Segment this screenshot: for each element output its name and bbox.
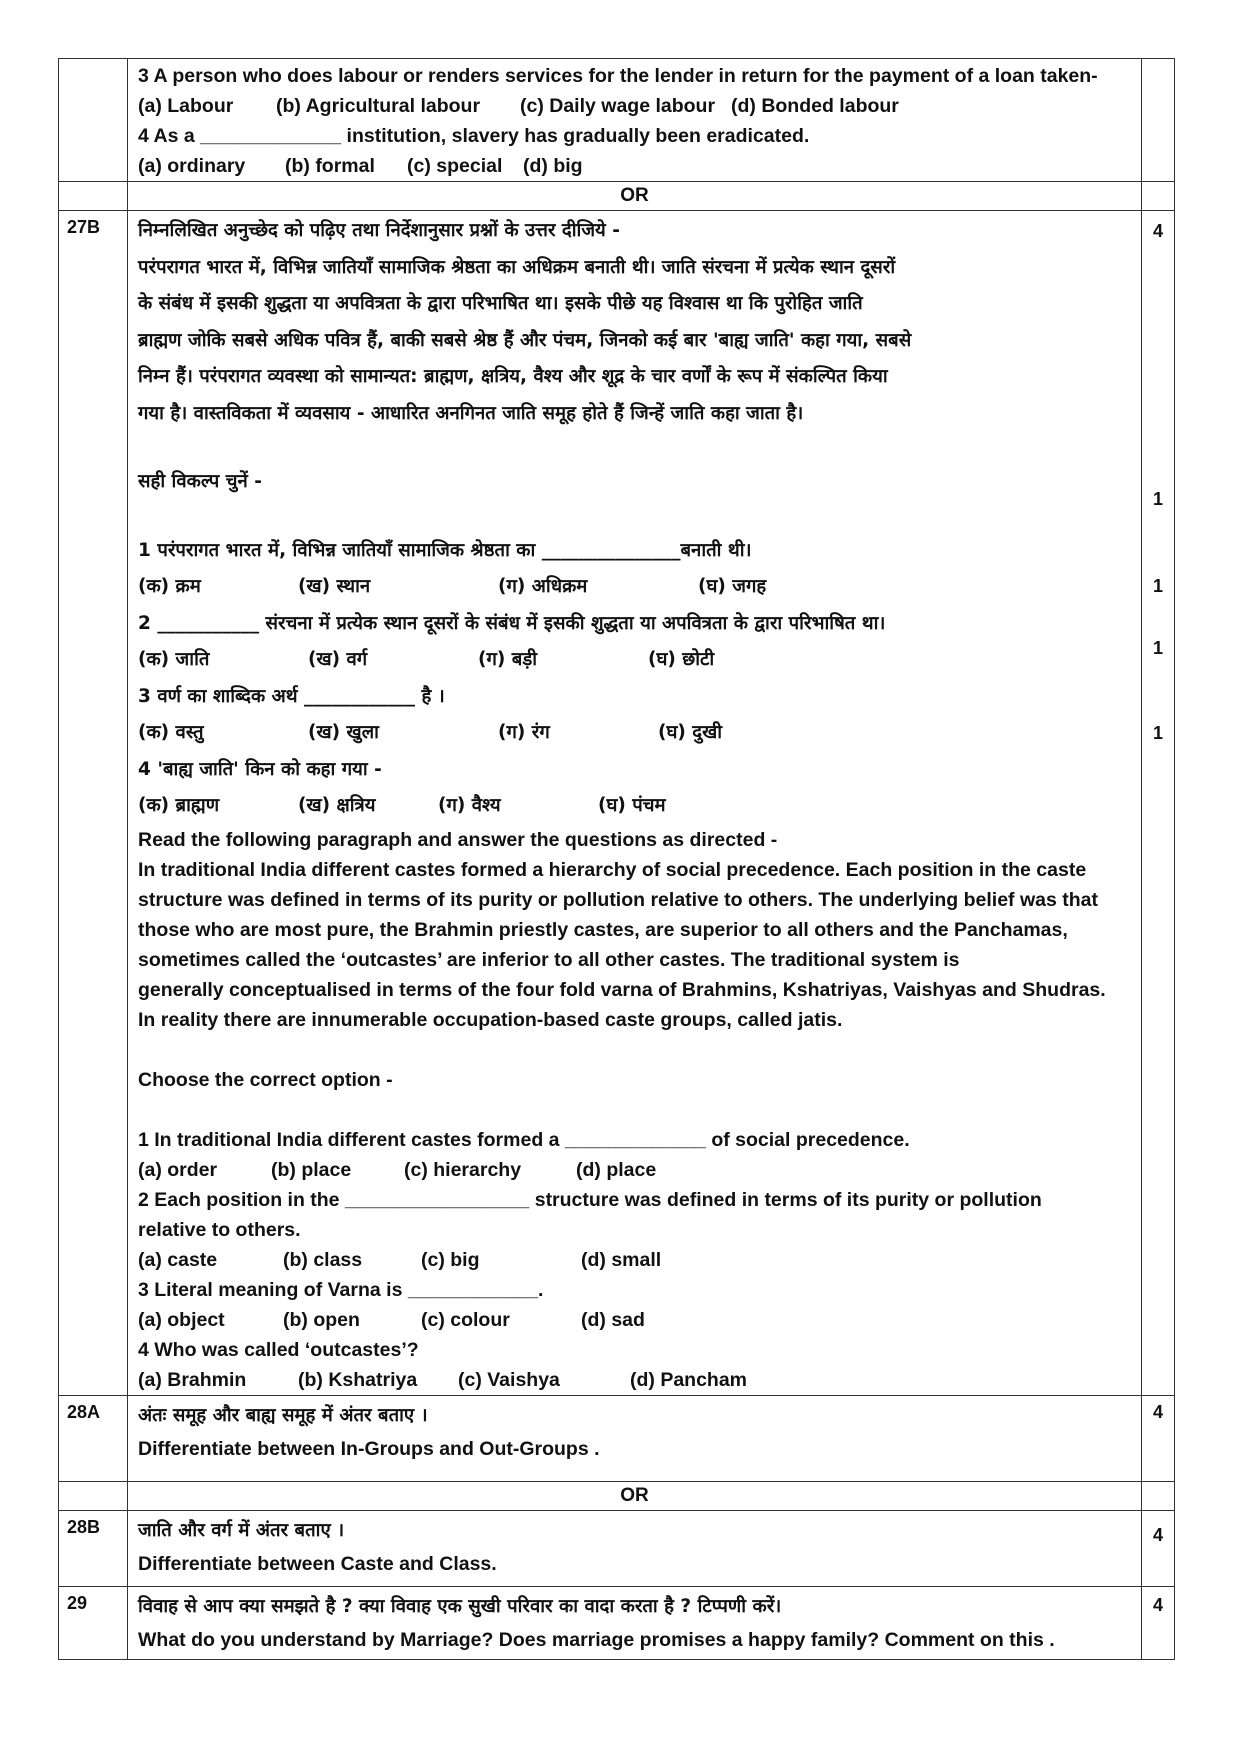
hindi-choose-label: सही विकल्प चुनें -: [138, 471, 262, 492]
option: (d) place: [576, 1158, 657, 1181]
option: (c) big: [421, 1248, 480, 1271]
option: (a) object: [138, 1308, 225, 1331]
option: (क) जाति: [138, 649, 210, 670]
question-body: [128, 1395, 1142, 1481]
row-28b: [59, 1510, 1175, 1586]
english-choose-label: Choose the correct option -: [138, 1068, 393, 1091]
or-row: [59, 182, 1175, 211]
question-number: 28B: [59, 1510, 128, 1586]
option: (a) order: [138, 1158, 218, 1181]
hindi-paragraph-line: गया है। वास्तविकता में व्यवसाय - आधारित अनगिनत जाति समूह होते हैं जिन्हें जाति कहा जाता है।: [138, 402, 804, 424]
option: (c) Daily wage labour: [520, 95, 716, 117]
option: (d) Pancham: [630, 1368, 748, 1391]
marks: 4: [1142, 1586, 1175, 1659]
hindi-paragraph-line: परंपरागत भारत में, विभिन्न जातियाँ सामाजिक श्रेष्ठता का अधिक्रम बनाती थी। जाति संरचना में प्रत्येक स्थान दूसरों: [138, 256, 896, 278]
option-row: [138, 1155, 1133, 1185]
question-text: 3 A person who does labour or renders services for the lender in return for the payment of a loan taken-: [138, 65, 1098, 87]
option: (घ) पंचम: [598, 795, 666, 816]
option-row: [138, 1245, 1133, 1275]
english-paragraph-line: In traditional India different castes formed a hierarchy of social precedence. Each position in the caste: [138, 858, 1087, 881]
option-row: [138, 151, 1133, 181]
question-body: [128, 1586, 1142, 1659]
marks: 4: [1142, 1395, 1175, 1481]
marks-cell: [1142, 59, 1175, 182]
option: (c) hierarchy: [404, 1158, 522, 1181]
marks-cell: [1142, 1481, 1175, 1510]
english-question: Differentiate between In-Groups and Out-Groups .: [138, 1438, 600, 1460]
row-28a: [59, 1395, 1175, 1481]
option-row: [138, 1365, 1133, 1395]
option: (घ) छोटी: [648, 649, 715, 670]
hindi-paragraph-line: के संबंध में इसकी शुद्धता या अपवित्रता के द्वारा परिभाषित था। इसके पीछे यह विश्वास था कि पुरोहित जाति: [138, 293, 863, 314]
english-paragraph-line: structure was defined in terms of its purity or pollution relative to others. The underlying belief was that: [138, 888, 1098, 911]
row-27a-continuation: [59, 59, 1175, 182]
sub-marks: 1: [1152, 489, 1163, 509]
option: (ग) बड़ी: [478, 649, 538, 670]
option: (ख) स्थान: [298, 576, 371, 597]
option: (b) place: [271, 1158, 352, 1181]
marks: 4: [1142, 1510, 1175, 1586]
english-question: What do you understand by Marriage? Does marriage promises a happy family? Comment on this .: [138, 1629, 1055, 1651]
hindi-question: जाति और वर्ग में अंतर बताए ।: [138, 1519, 345, 1541]
option: (c) Vaishya: [458, 1368, 560, 1391]
question-number-cell: [59, 182, 128, 211]
hindi-question-1: 1 परंपरागत भारत में, विभिन्न जातियाँ सामाजिक श्रेष्ठता का _______________बनाती थी।: [138, 539, 752, 561]
option: (ग) रंग: [498, 722, 550, 743]
english-paragraph-line: In reality there are innumerable occupation-based caste groups, called jatis.: [138, 1008, 843, 1031]
option-row: [138, 91, 1133, 121]
question-number: 27B: [59, 211, 128, 1396]
row-29: [59, 1586, 1175, 1659]
or-label: OR: [128, 182, 1142, 211]
question-number-cell: [59, 59, 128, 182]
option-row: [138, 715, 1133, 752]
question-number: 28A: [59, 1395, 128, 1481]
hindi-paragraph-line: ब्राह्मण जोकि सबसे अधिक पवित्र हैं, बाकी सबसे श्रेष्ठ हैं और पंचम, जिनको कई बार 'बाह्य जाति' कहा गया, सबसे: [138, 329, 912, 351]
hindi-question-4: 4 'बाह्य जाति' किन को कहा गया -: [138, 758, 382, 780]
question-text: 4 As a _____________ institution, slavery has gradually been eradicated.: [138, 125, 810, 147]
or-label: OR: [128, 1481, 1142, 1510]
option: (b) class: [283, 1248, 363, 1271]
option: (ख) वर्ग: [308, 649, 368, 670]
english-question-4: 4 Who was called ‘outcastes’?: [138, 1338, 419, 1361]
option-row: [138, 569, 1133, 606]
option: (a) Labour: [138, 95, 234, 117]
option: (c) colour: [421, 1308, 510, 1331]
hindi-question: अंतः समूह और बाह्य समूह में अंतर बताए ।: [138, 1404, 428, 1426]
marks-cell: [1142, 211, 1175, 1396]
option-row: [138, 1305, 1133, 1335]
english-instruction: Read the following paragraph and answer the questions as directed -: [138, 828, 778, 851]
option-row: [138, 642, 1133, 679]
english-paragraph-line: generally conceptualised in terms of the four fold varna of Brahmins, Kshatriyas, Vaishyas and Shudras.: [138, 978, 1106, 1001]
question-body: [128, 211, 1142, 1396]
question-number-cell: [59, 1481, 128, 1510]
option: (a) caste: [138, 1248, 218, 1271]
hindi-question-2: 2 ___________ संरचना में प्रत्येक स्थान दूसरों के संबंध में इसकी शुद्धता या अपवित्रता के द्वारा परिभाषित था।: [138, 612, 886, 634]
option: (ग) अधिक्रम: [498, 576, 588, 597]
english-question-1: 1 In traditional India different castes formed a _____________ of social precedence.: [138, 1128, 910, 1151]
english-question-2-cont: relative to others.: [138, 1218, 301, 1241]
sub-marks: 1: [1152, 576, 1163, 596]
total-marks: 4: [1152, 221, 1163, 241]
option: (d) sad: [581, 1308, 645, 1331]
sub-marks: 1: [1152, 723, 1163, 743]
sub-marks: 1: [1152, 638, 1163, 658]
hindi-question: विवाह से आप क्या समझते है ? क्या विवाह एक सुखी परिवार का वादा करता है ? टिप्पणी करें।: [138, 1595, 782, 1617]
option-row: [138, 788, 1133, 825]
hindi-paragraph-line: निम्न हैं। परंपरागत व्यवस्था को सामान्यत: ब्राह्मण, क्षत्रिय, वैश्य और शूद्र के चार वर्णों के रूप में संकल्पित किया: [138, 366, 888, 387]
option: (a) ordinary: [138, 155, 246, 177]
option: (क) वस्तु: [138, 722, 204, 743]
hindi-instruction: निम्नलिखित अनुच्छेद को पढ़िए तथा निर्देशानुसार प्रश्नों के उत्तर दीजिये -: [138, 220, 620, 241]
option: (b) open: [283, 1308, 360, 1331]
option: (b) Agricultural labour: [276, 95, 481, 117]
english-question-2: 2 Each position in the _________________ structure was defined in terms of its purity or pollution: [138, 1188, 1042, 1211]
option: (ग) वैश्य: [438, 795, 501, 816]
option: (घ) दुखी: [658, 722, 723, 743]
option: (a) Brahmin: [138, 1368, 247, 1391]
question-body: [128, 1510, 1142, 1586]
option: (ख) खुला: [308, 722, 379, 743]
english-paragraph-line: sometimes called the ‘outcastes’ are inferior to all other castes. The traditional system is: [138, 948, 960, 971]
option: (ख) क्षत्रिय: [298, 795, 376, 816]
option: (b) Kshatriya: [298, 1368, 418, 1391]
option: (क) क्रम: [138, 576, 201, 597]
marks-cell: [1142, 182, 1175, 211]
option: (d) Bonded labour: [731, 95, 899, 117]
english-question-3: 3 Literal meaning of Varna is ____________.: [138, 1278, 544, 1301]
english-question: Differentiate between Caste and Class.: [138, 1553, 497, 1575]
hindi-question-3: 3 वर्ण का शाब्दिक अर्थ ____________ है ।: [138, 685, 445, 707]
option: (c) special: [407, 155, 503, 177]
option: (d) big: [523, 155, 583, 177]
option: (क) ब्राह्मण: [138, 795, 220, 816]
english-paragraph-line: those who are most pure, the Brahmin priestly castes, are superior to all others and the Panchamas,: [138, 918, 1068, 941]
question-number: 29: [59, 1586, 128, 1659]
option: (d) small: [581, 1248, 662, 1271]
or-row: [59, 1481, 1175, 1510]
option: (घ) जगह: [698, 576, 767, 597]
question-table: [58, 58, 1175, 1660]
question-body: [128, 59, 1142, 182]
row-27b: [59, 211, 1175, 1396]
option: (b) formal: [285, 155, 375, 177]
